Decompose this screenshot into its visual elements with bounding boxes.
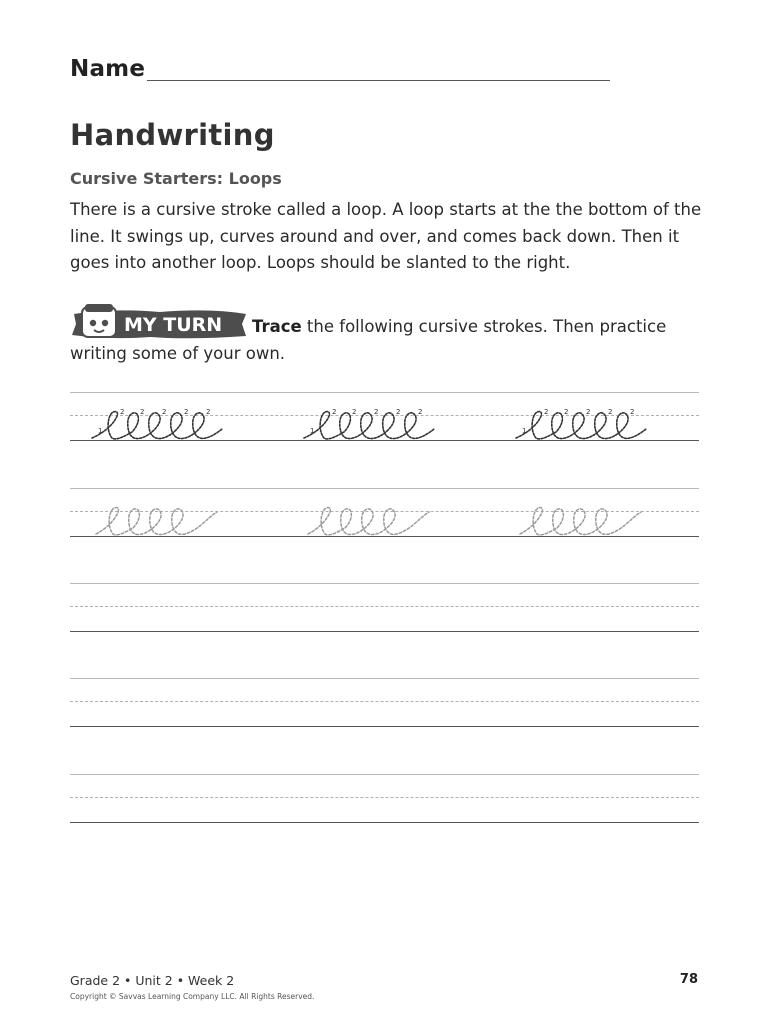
writing-row-5[interactable]: [70, 774, 699, 824]
name-write-line[interactable]: [147, 80, 610, 81]
midline: [70, 606, 699, 607]
headline: [70, 774, 699, 775]
midline: [70, 797, 699, 798]
stroke-number-2: 2: [120, 408, 125, 416]
instruction-rest: the following cursive strokes. Then practice writing some of your own.: [70, 317, 667, 363]
grade-info: Grade 2 • Unit 2 • Week 2: [70, 973, 235, 988]
writing-row-2[interactable]: [70, 488, 699, 538]
stroke-number-2: 2: [206, 408, 211, 416]
baseline: [70, 726, 699, 727]
name-label: Name: [70, 56, 146, 82]
page-title: Handwriting: [70, 118, 275, 152]
baseline: [70, 631, 699, 632]
section-subtitle: Cursive Starters: Loops: [70, 169, 282, 188]
name-row: [70, 56, 610, 86]
stroke-number-2: 2: [184, 408, 189, 416]
writing-row-4[interactable]: [70, 678, 699, 728]
page-number: 78: [679, 972, 698, 987]
intro-paragraph: There is a cursive stroke called a loop. A loop starts at the the bottom of the line. It swings up, curves around and over, and comes back down. Then it goes into another loop. Loops should be slanted to the right.: [70, 200, 702, 272]
numbered-loop-trace: [70, 392, 699, 442]
copyright-notice: Copyright © Savvas Learning Company LLC. All Rights Reserved.: [70, 992, 315, 1001]
stroke-number-1: 1: [98, 427, 103, 435]
instruction-verb: Trace: [252, 317, 302, 336]
my-turn-text: MY TURN: [124, 314, 223, 336]
instruction-text: [70, 313, 710, 367]
writing-row-1[interactable]: [70, 392, 699, 442]
headline: [70, 678, 699, 679]
midline: [70, 701, 699, 702]
writing-row-3[interactable]: [70, 583, 699, 633]
stroke-number-2: 2: [162, 408, 167, 416]
light-loop-trace: [70, 488, 699, 538]
headline: [70, 583, 699, 584]
baseline: [70, 822, 699, 823]
stroke-number-2: 2: [140, 408, 145, 416]
